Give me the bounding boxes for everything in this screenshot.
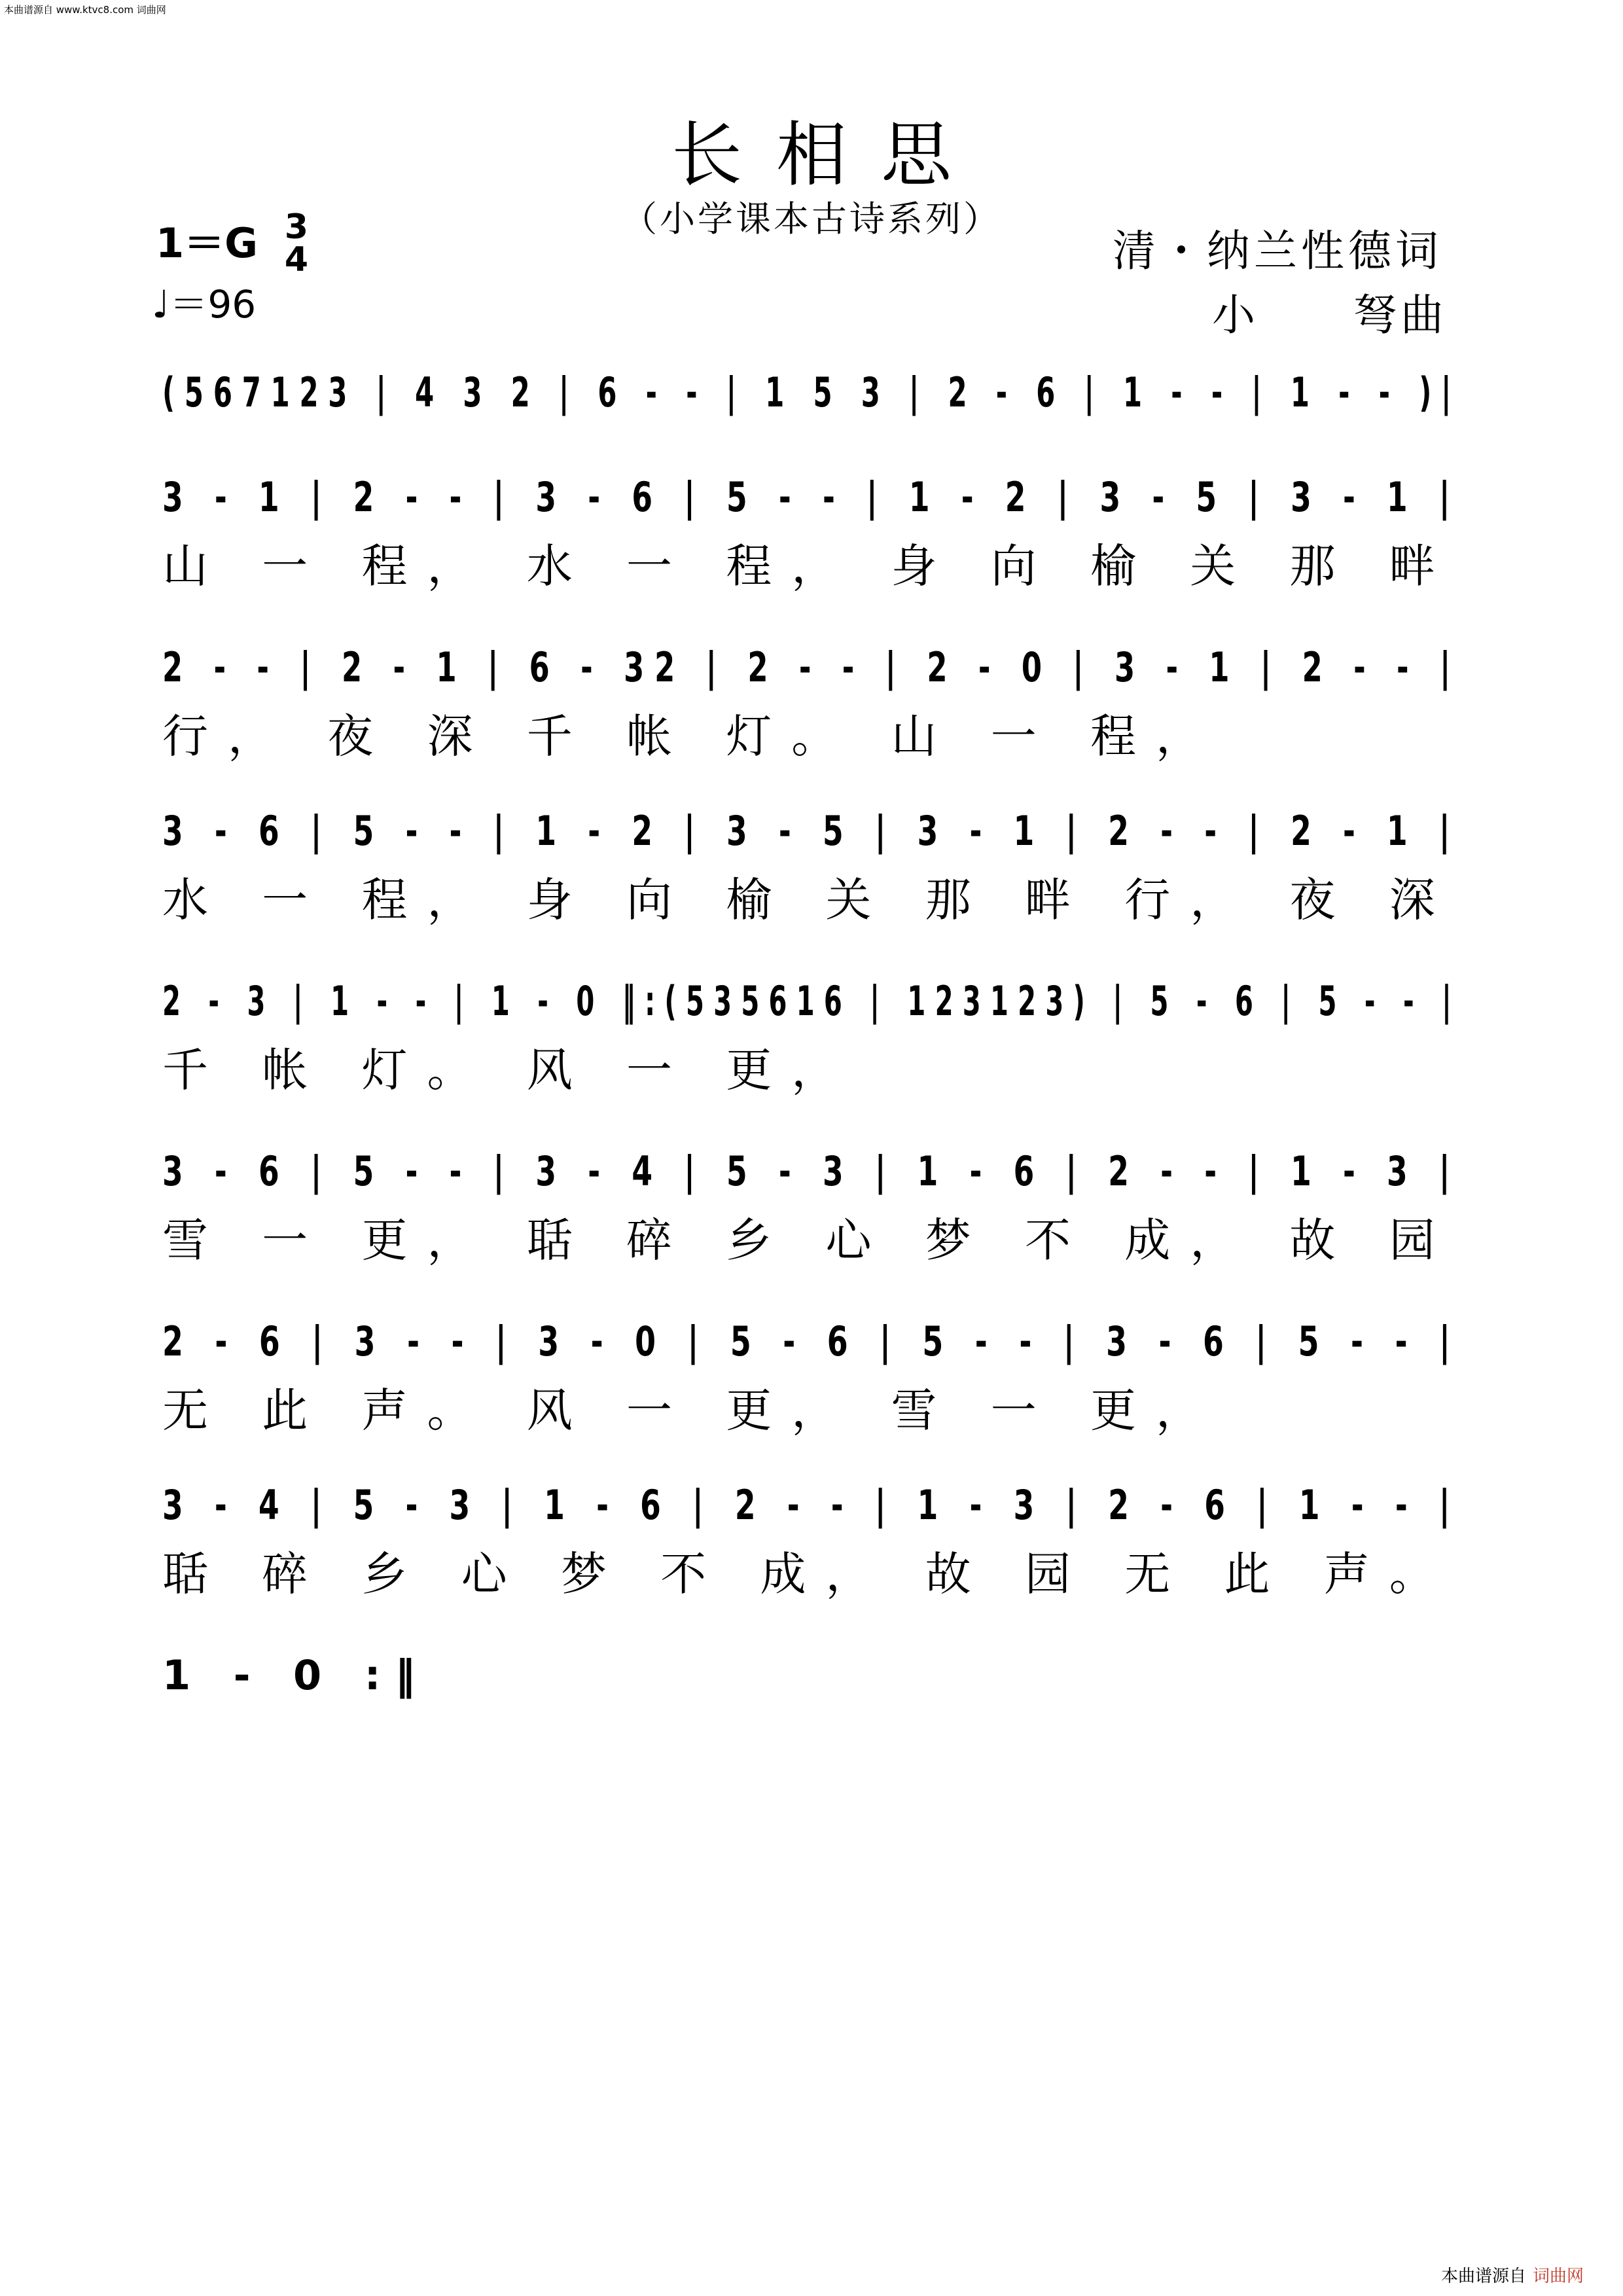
score-line — [0, 1649, 1623, 1806]
score-line-notes — [162, 1649, 1461, 1708]
notes-text: 2 - 6 | 3 - - | 3 - 0 | 5 - 6 | 5 - - | 3 - 6 | 5 - - | — [162, 1318, 1461, 1365]
lyrics-text: 无 此 声。 风 一 更， 雪 一 更， — [162, 1384, 1222, 1437]
score-line — [0, 1479, 1623, 1636]
score-line — [0, 975, 1623, 1132]
key-signature: 1＝G — [156, 219, 259, 267]
watermark-top: 本曲谱源自 www.ktvc8.com 词曲网 — [4, 4, 166, 16]
score-line-notes — [162, 805, 1461, 864]
time-signature-bottom: 4 — [284, 240, 309, 279]
score-line-lyrics — [162, 870, 1461, 929]
notes-text: (567123 | 4 3 2 | 6 - - | 1 5 3 | 2 - 6 | 1 - - | 1 - - )| — [162, 368, 1461, 416]
lyricist-credit: 清・纳兰性德词 — [1113, 226, 1442, 276]
score-line — [0, 471, 1623, 628]
score-line-notes — [162, 471, 1461, 530]
notes-text: 3 - 1 | 2 - - | 3 - 6 | 5 - - | 1 - 2 | 3 - 5 | 3 - 1 | — [162, 473, 1461, 521]
score-line — [0, 805, 1623, 962]
song-title: 长相思 — [671, 115, 986, 196]
score-line-notes — [162, 1145, 1461, 1204]
score-line — [0, 1145, 1623, 1302]
score-line-lyrics — [162, 707, 1461, 766]
score-line-lyrics — [162, 1381, 1461, 1440]
score-line-notes — [162, 1316, 1461, 1374]
song-subtitle: （小学课本古诗系列） — [622, 198, 1001, 240]
tempo-marking: ♩＝96 — [152, 282, 257, 327]
lyrics-text: 千 帐 灯。 风 一 更， — [162, 1043, 857, 1097]
composer-credit: 小 弩曲 — [1212, 290, 1448, 340]
lyrics-text: 聒 碎 乡 心 梦 不 成， 故 园 无 此 声。 — [162, 1547, 1455, 1601]
watermark-bottom — [1441, 2263, 1584, 2287]
score-line — [0, 1316, 1623, 1473]
watermark-bottom-text: 本曲谱源自 — [1440, 2267, 1526, 2286]
notes-text: 3 - 6 | 5 - - | 1 - 2 | 3 - 5 | 3 - 1 | 2 - - | 2 - 1 | — [162, 807, 1461, 855]
score-line-lyrics — [162, 1041, 1461, 1100]
score-line — [0, 641, 1623, 798]
notes-text: 2 - 3 | 1 - - | 1 - 0 ‖:(535616 | 123123) | 5 - 6 | 5 - - | — [162, 977, 1461, 1025]
time-signature — [280, 207, 313, 279]
notes-text: 3 - 6 | 5 - - | 3 - 4 | 5 - 3 | 1 - 6 | 2 - - | 1 - 3 | — [162, 1147, 1461, 1195]
lyrics-text: 水 一 程， 身 向 榆 关 那 畔 行， 夜 深 — [162, 873, 1455, 927]
time-signature-top: 3 — [284, 207, 309, 247]
score-line-lyrics — [162, 537, 1461, 596]
notes-text: 2 - - | 2 - 1 | 6 - 32 | 2 - - | 2 - 0 | 3 - 1 | 2 - - | — [162, 643, 1461, 691]
score-line-lyrics — [162, 1211, 1461, 1270]
score-line-notes — [162, 1479, 1461, 1538]
score-line-notes — [162, 641, 1461, 700]
lyrics-text: 雪 一 更， 聒 碎 乡 心 梦 不 成， 故 园 — [162, 1213, 1455, 1267]
watermark-bottom-site: 词曲网 — [1532, 2267, 1584, 2286]
lyrics-text: 行， 夜 深 千 帐 灯。 山 一 程， — [162, 709, 1222, 763]
score-line-notes — [162, 367, 1461, 425]
notes-text: 1 - 0 :‖ — [162, 1651, 430, 1699]
score-line-notes — [162, 975, 1461, 1034]
score-line-lyrics — [162, 1545, 1461, 1604]
notes-text: 3 - 4 | 5 - 3 | 1 - 6 | 2 - - | 1 - 3 | 2 - 6 | 1 - - | — [162, 1481, 1461, 1529]
lyrics-text: 山 一 程， 水 一 程， 身 向 榆 关 那 畔 — [162, 539, 1455, 593]
